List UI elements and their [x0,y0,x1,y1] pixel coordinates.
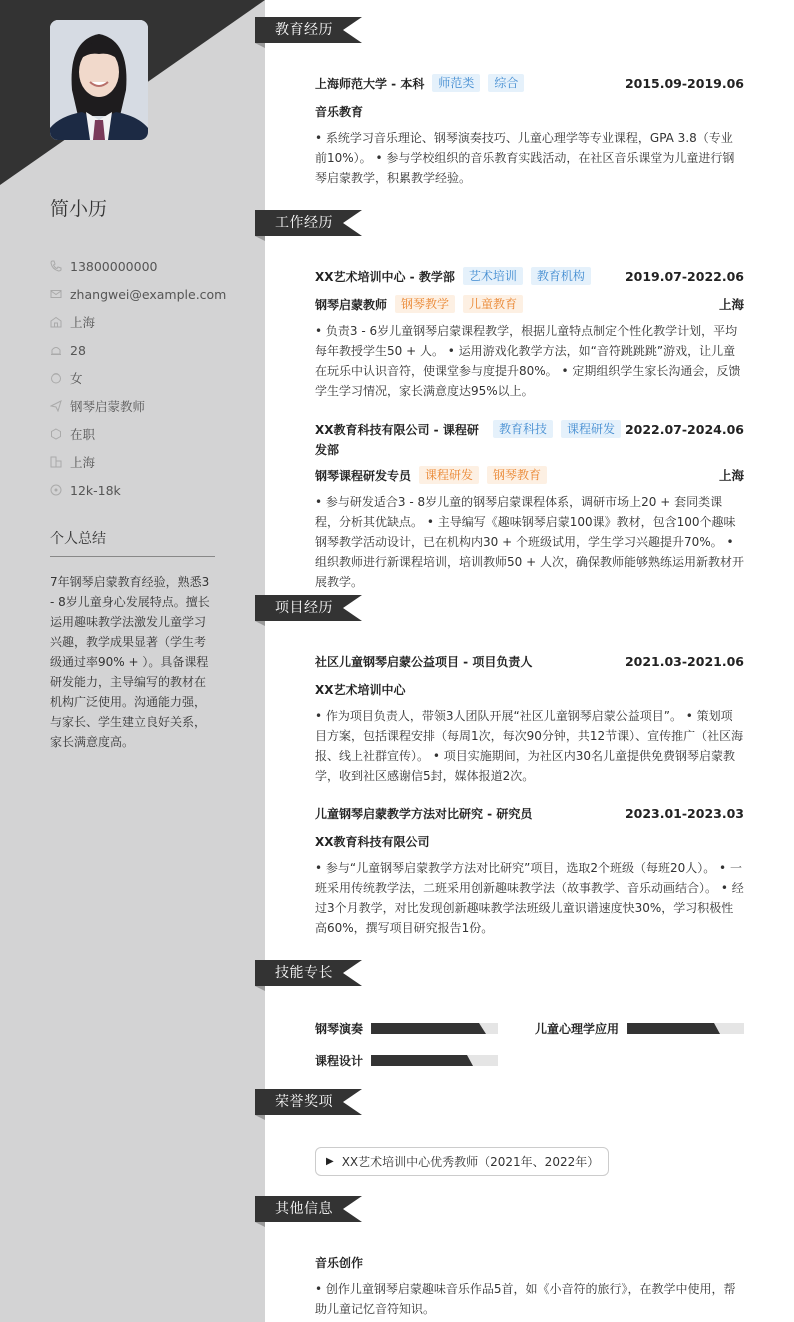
section-work-heading: 工作经历 [255,210,362,238]
city-icon [50,456,62,468]
info-position: 钢琴启蒙教师 [50,392,230,420]
tag: 教育科技 [493,420,553,438]
tag: 钢琴教学 [395,295,455,313]
home-icon [50,316,62,328]
project-title: 社区儿童钢琴启蒙公益项目 - 项目负责人 [315,655,533,669]
skill-bar [371,1023,498,1034]
position-icon [50,400,62,412]
tag: 钢琴教育 [487,466,547,484]
work-entry [315,267,744,401]
contact-info-list [50,252,230,504]
project-org: XX艺术培训中心 [315,683,406,697]
tag: 师范类 [432,74,480,92]
tag: 儿童教育 [463,295,523,313]
company-name: XX教育科技有限公司 - 课程研发部 [315,423,479,457]
avatar-photo [50,20,148,140]
education-entry [315,74,744,188]
avatar [50,20,148,140]
info-location: 上海 [50,308,230,336]
section-project-heading: 项目经历 [255,595,362,623]
project-entry [315,652,744,786]
status-icon [50,428,62,440]
section-awards-heading: 荣誉奖项 [255,1089,362,1117]
company-name: XX艺术培训中心 - 教学部 [315,270,455,284]
tag: 综合 [488,74,524,92]
description: • 系统学习音乐理论、钢琴演奏技巧、儿童心理学等专业课程，GPA 3.8（专业前10%）。 • 参与学校组织的音乐教育实践活动，在社区音乐课堂为儿童进行钢琴启蒙教学，积累教学经验。 [315,131,735,185]
other-entry [315,1253,744,1319]
role: 钢琴课程研发专员 [315,469,412,483]
description: • 作为项目负责人，带领3人团队开展“社区儿童钢琴启蒙公益项目”。 • 策划项目方案，包括课程安排（每周1次，每次90分钟，共12节课）、宣传推广（社区海报、线上社群宣传）。 • 项目实施期间，为社区内30名儿童提供免费钢琴启蒙教学，收到社区感谢信5封，媒体报道2次。 [315,709,744,783]
description: • 参与研发适合3 - 8岁儿童的钢琴启蒙课程体系，调研市场上20 + 套同类课程，分析其优缺点。 • 主导编写《趣味钢琴启蒙100课》教材，包含100个趣味钢琴教学活动设计，已在机构内30 + 个班级试用，学生学习兴趣提升70%。 • 组织教师进行新课程培训，培训教师50 + 人次，确保教师能够熟练运用新教材开展教学。 [315,495,744,589]
summary-text: 7年钢琴启蒙教育经验，熟悉3 - 8岁儿童身心发展特点。擅长运用趣味教学法激发儿童学习兴趣，教学成果显著（学生考级通过率90% + ）。具备课程研发能力，主导编写的教材在机构广泛使用。沟通能力强，与家长、学生建立良好关系，家长满意度高。 [50,575,210,749]
sidebar [0,0,265,1322]
date-range: 2021.03-2021.06 [624,654,744,669]
summary-heading: 个人总结 [50,528,215,557]
skill-item: 钢琴演奏 [315,1020,498,1037]
salary-icon [50,484,62,496]
description: • 负责3 - 6岁儿童钢琴启蒙课程教学，根据儿童特点制定个性化教学计划，平均每年教授学生50 + 人。 • 运用游戏化教学方法，如“音符跳跳跳”游戏，让儿童在玩乐中认识音符，使课堂参与度提升80%。 • 定期组织学生家长沟通会，反馈学生学习情况，家长满意度达95%以上。 [315,324,741,398]
date-range: 2022.07-2024.06 [624,422,744,437]
tag: 课程研发 [419,466,479,484]
skill-bar [371,1055,498,1066]
gender-icon [50,372,62,384]
major: 音乐教育 [315,105,364,119]
candidate-name: 简小历 [50,198,108,220]
info-email: zhangwei@example.com [50,280,230,308]
description: • 创作儿童钢琴启蒙趣味音乐作品5首，如《小音符的旅行》，在教学中使用，帮助儿童记忆音符知识。 [315,1282,736,1316]
location: 上海 [718,468,744,483]
project-org: XX教育科技有限公司 [315,835,430,849]
award-item[interactable]: ▶ XX艺术培训中心优秀教师（2021年、2022年） [315,1147,609,1176]
other-title: 音乐创作 [315,1256,364,1270]
date-range: 2019.07-2022.06 [624,269,744,284]
tag: 艺术培训 [463,267,523,285]
section-education-heading: 教育经历 [255,17,362,45]
info-salary: 12k-18k [50,476,230,504]
skill-item: 课程设计 [315,1052,498,1069]
location: 上海 [718,297,744,312]
phone-icon [50,260,62,272]
school-name: 上海师范大学 - 本科 [315,77,425,91]
section-other-heading: 其他信息 [255,1196,362,1224]
role: 钢琴启蒙教师 [315,298,388,312]
section-skills-heading: 技能专长 [255,960,362,988]
project-title: 儿童钢琴启蒙教学方法对比研究 - 研究员 [315,807,533,821]
info-city: 上海 [50,448,230,476]
description: • 参与“儿童钢琴启蒙教学方法对比研究”项目，选取2个班级（每班20人）。 • 一班采用传统教学法，二班采用创新趣味教学法（故事教学、音乐动画结合）。 • 经过3个月教学，对比发现创新趣味教学法班级儿童识谱速度快30%，学习积极性高60%，撰写项目研究报告1份。 [315,861,744,935]
triangle-right-icon: ▶ [326,1156,334,1167]
info-phone: 13800000000 [50,252,230,280]
main-content [265,0,794,1322]
project-entry [315,804,744,938]
info-gender: 女 [50,364,230,392]
tag: 课程研发 [561,420,621,438]
work-entry [315,420,744,592]
info-status: 在职 [50,420,230,448]
date-range: 2023.01-2023.03 [624,806,744,821]
skill-item: 儿童心理学应用 [535,1020,744,1037]
date-range: 2015.09-2019.06 [624,76,744,91]
info-age: 28 [50,336,230,364]
tag: 教育机构 [531,267,591,285]
mail-icon [50,288,62,300]
age-icon [50,344,62,356]
skill-bar [627,1023,744,1034]
